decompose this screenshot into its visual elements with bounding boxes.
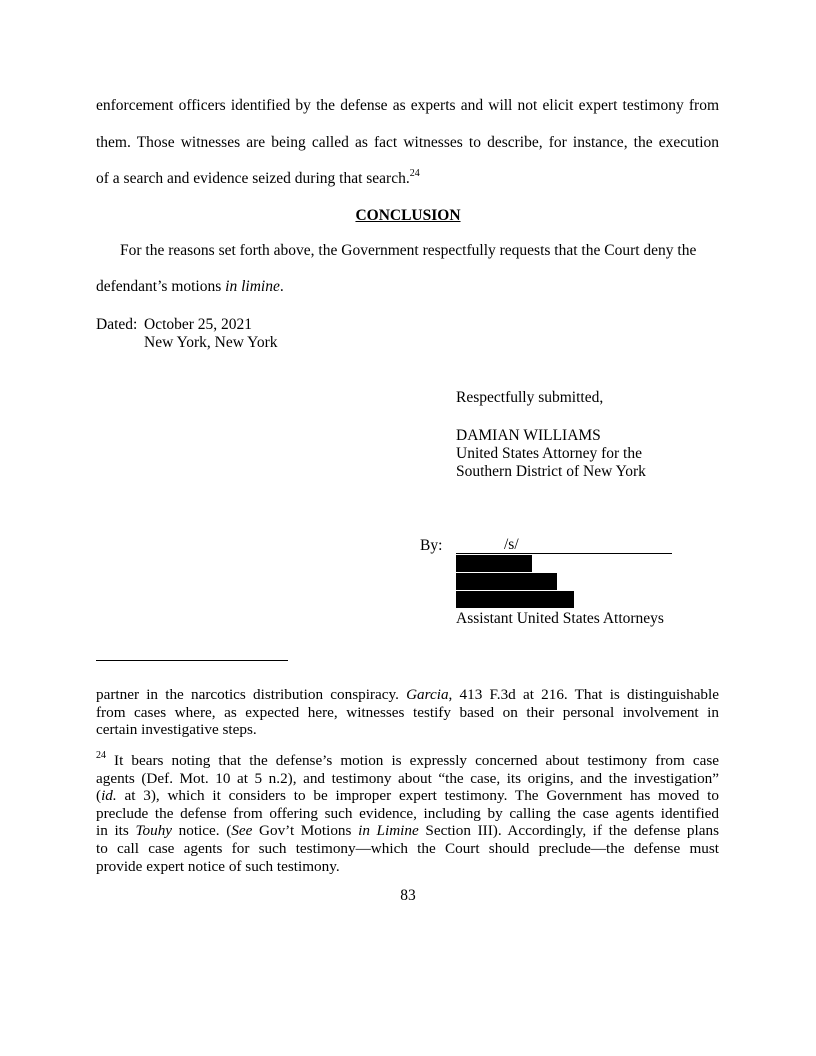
fn24-l5-d: Section III). Accordingly, if the defense plans: [418, 822, 719, 840]
conclusion-heading: CONCLUSION: [355, 207, 461, 224]
footnote-continuation: [96, 686, 719, 739]
redaction-bar-2: [456, 573, 557, 590]
footnote-24-line-2: agents (Def. Mot. 10 at 5 n.2), and testimony about “the case, its origins, and the investigation”: [96, 769, 719, 787]
signature-by-label: By:: [420, 537, 443, 554]
fn24-l5-see: See: [231, 822, 253, 840]
footnote-24-line-6: to call case agents for such testimony—which the Court should preclude—the defense must: [96, 839, 719, 857]
body-line-1: enforcement officers identified by the defense as experts and will not elicit expert testimony from: [96, 97, 719, 114]
footnote-continuation-line-1: [96, 686, 719, 704]
signature-role: Assistant United States Attorneys: [456, 610, 664, 627]
dated-label: Dated:: [96, 316, 138, 333]
footnote-24-line-4: preclude the defense from offering such evidence, including by calling the case agents identified: [96, 804, 719, 822]
conclusion-line-2: [96, 278, 284, 296]
dated-place: New York, New York: [144, 334, 278, 351]
conclusion-line-2-prefix: defendant’s motions: [96, 278, 226, 295]
footnote-continuation-line-2: from cases where, as expected here, witnesses testify based on their personal involvement in: [96, 703, 719, 721]
signature-name: DAMIAN WILLIAMS: [456, 427, 601, 444]
footnote-24: [96, 749, 719, 875]
fn24-l5-a: in its: [96, 822, 136, 840]
footnote-24-line-1: [96, 749, 719, 770]
signature-line: [456, 553, 672, 554]
signature-mark: /s/: [504, 536, 519, 553]
footnote-continuation-line-3: certain investigative steps.: [96, 721, 257, 739]
signature-title-2: Southern District of New York: [456, 463, 646, 480]
conclusion-line-1: For the reasons set forth above, the Government respectfully requests that the Court deny the: [120, 242, 697, 259]
conclusion-line-2-suffix: .: [279, 278, 284, 295]
fn-cont-l1-suffix: , 413 F.3d at 216. That is distinguishable: [448, 686, 719, 703]
redaction-bar-3: [456, 591, 574, 608]
fn-cont-l1-prefix: partner in the narcotics distribution conspiracy.: [96, 686, 407, 703]
footnote-ref-24: 24: [409, 167, 420, 179]
fn24-l5-touhy: Touhy: [135, 822, 173, 840]
footnote-24-line-5: [96, 822, 719, 840]
redaction-bar-1: [456, 555, 532, 572]
signature-closing: Respectfully submitted,: [456, 389, 604, 406]
fn24-l5-c: Gov’t Motions: [252, 822, 359, 840]
signature-title-1: United States Attorney for the: [456, 445, 642, 462]
fn24-l5-b: notice. (: [172, 822, 232, 840]
fn24-l3-id: id.: [101, 787, 117, 805]
fn24-l3-open: (: [96, 787, 102, 805]
fn-cont-case-name: Garcia: [406, 686, 449, 703]
footnote-24-line-3: [96, 787, 719, 805]
page-number: 83: [400, 887, 416, 904]
footnote-24-line-7: provide expert notice of such testimony.: [96, 857, 340, 875]
fn24-l3-rest: at 3), which it considers to be improper expert testimony. The Government has moved to: [116, 787, 719, 805]
footnote-separator: [96, 660, 288, 661]
body-line-3: [96, 167, 420, 188]
body-line-3-text: of a search and evidence seized during that search.: [96, 170, 410, 187]
dated-date: October 25, 2021: [144, 316, 253, 333]
body-line-2: them. Those witnesses are being called as fact witnesses to describe, for instance, the execution: [96, 134, 719, 151]
fn24-l5-limine: in Limine: [358, 822, 419, 840]
fn24-l1-text: It bears noting that the defense’s motion is expressly concerned about testimony from case: [106, 752, 719, 769]
conclusion-in-limine: in limine: [225, 278, 280, 295]
footnote-24-number: 24: [96, 749, 106, 761]
